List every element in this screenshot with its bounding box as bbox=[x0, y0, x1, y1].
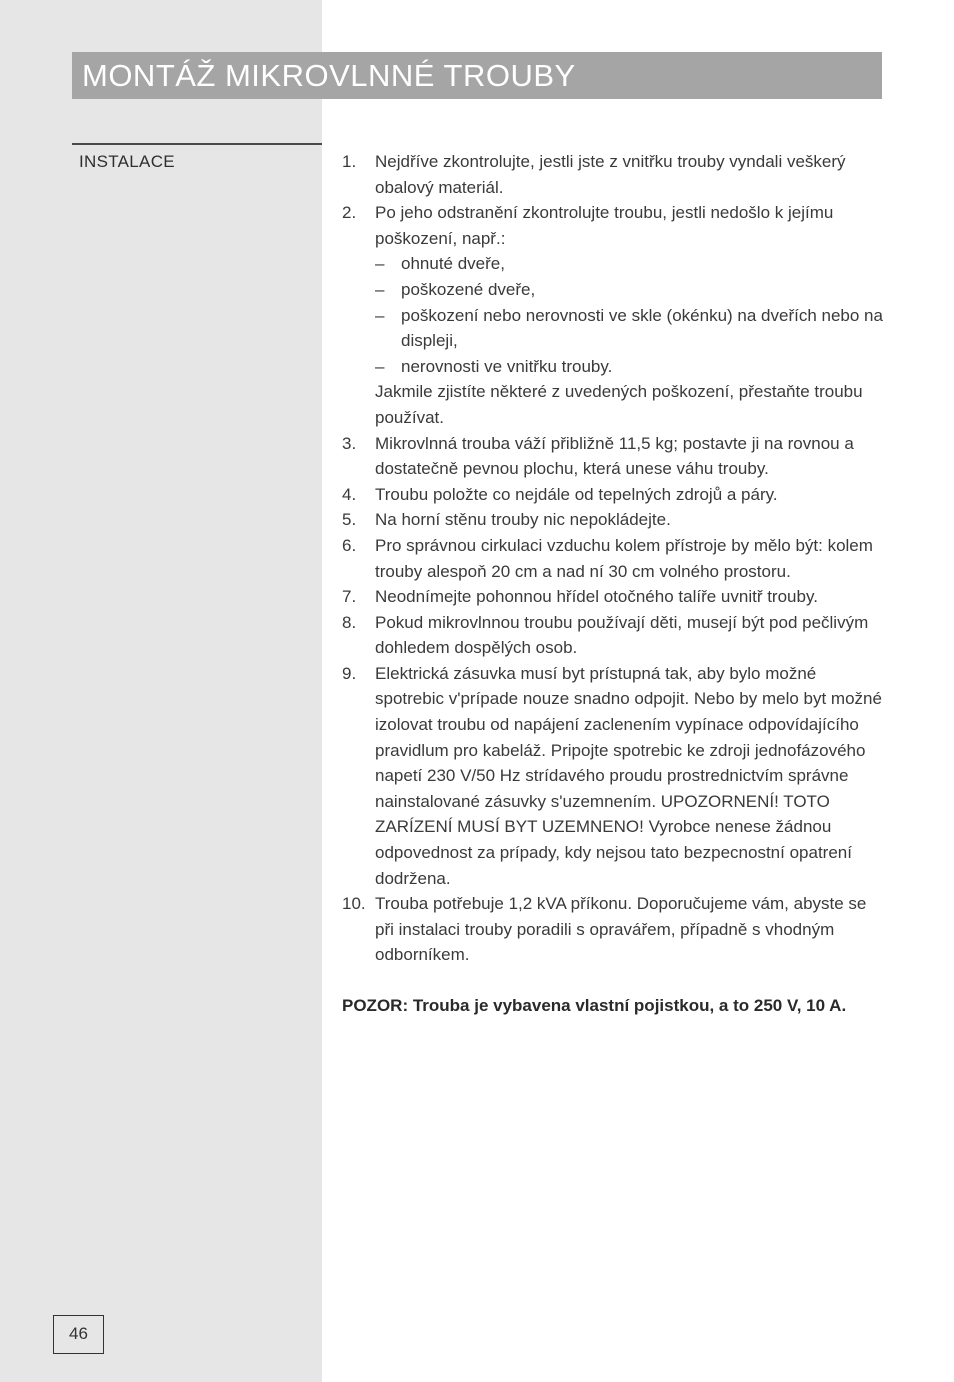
dash-item bbox=[375, 303, 887, 354]
list-item bbox=[342, 507, 887, 533]
dash-marker: – bbox=[375, 279, 385, 299]
item-number: 8. bbox=[342, 612, 357, 632]
dash-item bbox=[375, 277, 887, 303]
item-body bbox=[375, 200, 887, 430]
list-item bbox=[342, 431, 887, 482]
list-item bbox=[342, 149, 887, 200]
dash-item bbox=[375, 354, 887, 380]
page-title: MONTÁŽ MIKROVLNNÉ TROUBY bbox=[82, 58, 576, 93]
instructions-list bbox=[342, 149, 887, 1019]
sidebar-background bbox=[0, 0, 322, 1382]
dash-text: nerovnosti ve vnitřku trouby. bbox=[401, 356, 613, 376]
item-text: Mikrovlnná trouba váží přibližně 11,5 kg; postavte ji na rovnou a dostatečně pevnou plochu, která unese váhu trouby. bbox=[375, 433, 854, 479]
list-item bbox=[342, 661, 887, 891]
item-number: 3. bbox=[342, 433, 357, 453]
list-item bbox=[342, 200, 887, 430]
item-number: 5. bbox=[342, 510, 357, 530]
list-item bbox=[342, 584, 887, 610]
dash-marker: – bbox=[375, 254, 385, 274]
section-label: INSTALACE bbox=[79, 152, 175, 171]
item-text: Nejdříve zkontrolujte, jestli jste z vnitřku trouby vyndali veškerý obalový materiál. bbox=[375, 152, 846, 197]
dash-text: poškození nebo nerovnosti ve skle (okénku) na dveřích nebo na displeji, bbox=[401, 305, 883, 351]
item-text: Elektrická zásuvka musí byt prístupná tak, aby bylo možné spotrebic v'prípade nouze snadno odpojit. Nebo by melo byt možné izolovat troubu od napájení zaclenením vypínace odpovídajícího pravidlum pro kabeláž. Pripojte spotrebic ke zdroji jednofázového napetí 230 V/50 Hz strídavého proudu prostrednictvím správne nainstalované zásuvky s'uzemnením. UPOZORNENÍ! TOTO ZARÍZENÍ MUSÍ BYT UZEMNENO! Vyrobce nenese žádnou odpovednost za prípady, kdy nejsou tato bezpecnostní opatrení dodržena. bbox=[375, 663, 882, 888]
item-number: 9. bbox=[342, 663, 357, 683]
item-text: Trouba potřebuje 1,2 kVA příkonu. Doporučujeme vám, abyste se při instalaci trouby poradili s opravářem, případně s vhodným odborníkem. bbox=[375, 894, 867, 965]
list-item bbox=[342, 891, 887, 968]
dash-item bbox=[375, 251, 887, 277]
item-number: 7. bbox=[342, 587, 357, 607]
item-text: Troubu položte co nejdále od tepelných zdrojů a páry. bbox=[375, 484, 778, 504]
item-number: 4. bbox=[342, 484, 357, 504]
item-text: Na horní stěnu trouby nic nepokládejte. bbox=[375, 510, 671, 530]
list-item bbox=[342, 482, 887, 508]
section-divider bbox=[72, 143, 322, 145]
item-number: 10. bbox=[342, 894, 366, 914]
item-text: Pokud mikrovlnnou troubu používají děti, musejí být pod pečlivým dohledem dospělých osob. bbox=[375, 612, 869, 658]
item-number: 1. bbox=[342, 152, 357, 171]
item-number: 2. bbox=[342, 203, 357, 223]
dash-text: poškozené dveře, bbox=[401, 279, 536, 299]
dash-marker: – bbox=[375, 305, 385, 325]
list-item bbox=[342, 610, 887, 661]
item-followup-text: Jakmile zjistíte některé z uvedených poškození, přestaňte troubu používat. bbox=[375, 382, 863, 427]
item-text: Pro správnou cirkulaci vzduchu kolem přístroje by mělo být: kolem trouby alespoň 20 cm a nad ní 30 cm volného prostoru. bbox=[375, 535, 873, 581]
list-item bbox=[342, 533, 887, 584]
warning-note: POZOR: Trouba je vybavena vlastní pojistkou, a to 250 V, 10 A. bbox=[342, 996, 847, 1015]
item-text: Po jeho odstranění zkontrolujte troubu, jestli nedošlo k jejímu poškození, např.: bbox=[375, 203, 834, 248]
item-text: Neodnímejte pohonnou hřídel otočného talíře uvnitř trouby. bbox=[375, 587, 818, 607]
title-bar bbox=[72, 52, 882, 99]
dash-text: ohnuté dveře, bbox=[401, 254, 505, 274]
item-number: 6. bbox=[342, 535, 357, 555]
page-number: 46 bbox=[53, 1315, 104, 1354]
dash-marker: – bbox=[375, 356, 385, 376]
